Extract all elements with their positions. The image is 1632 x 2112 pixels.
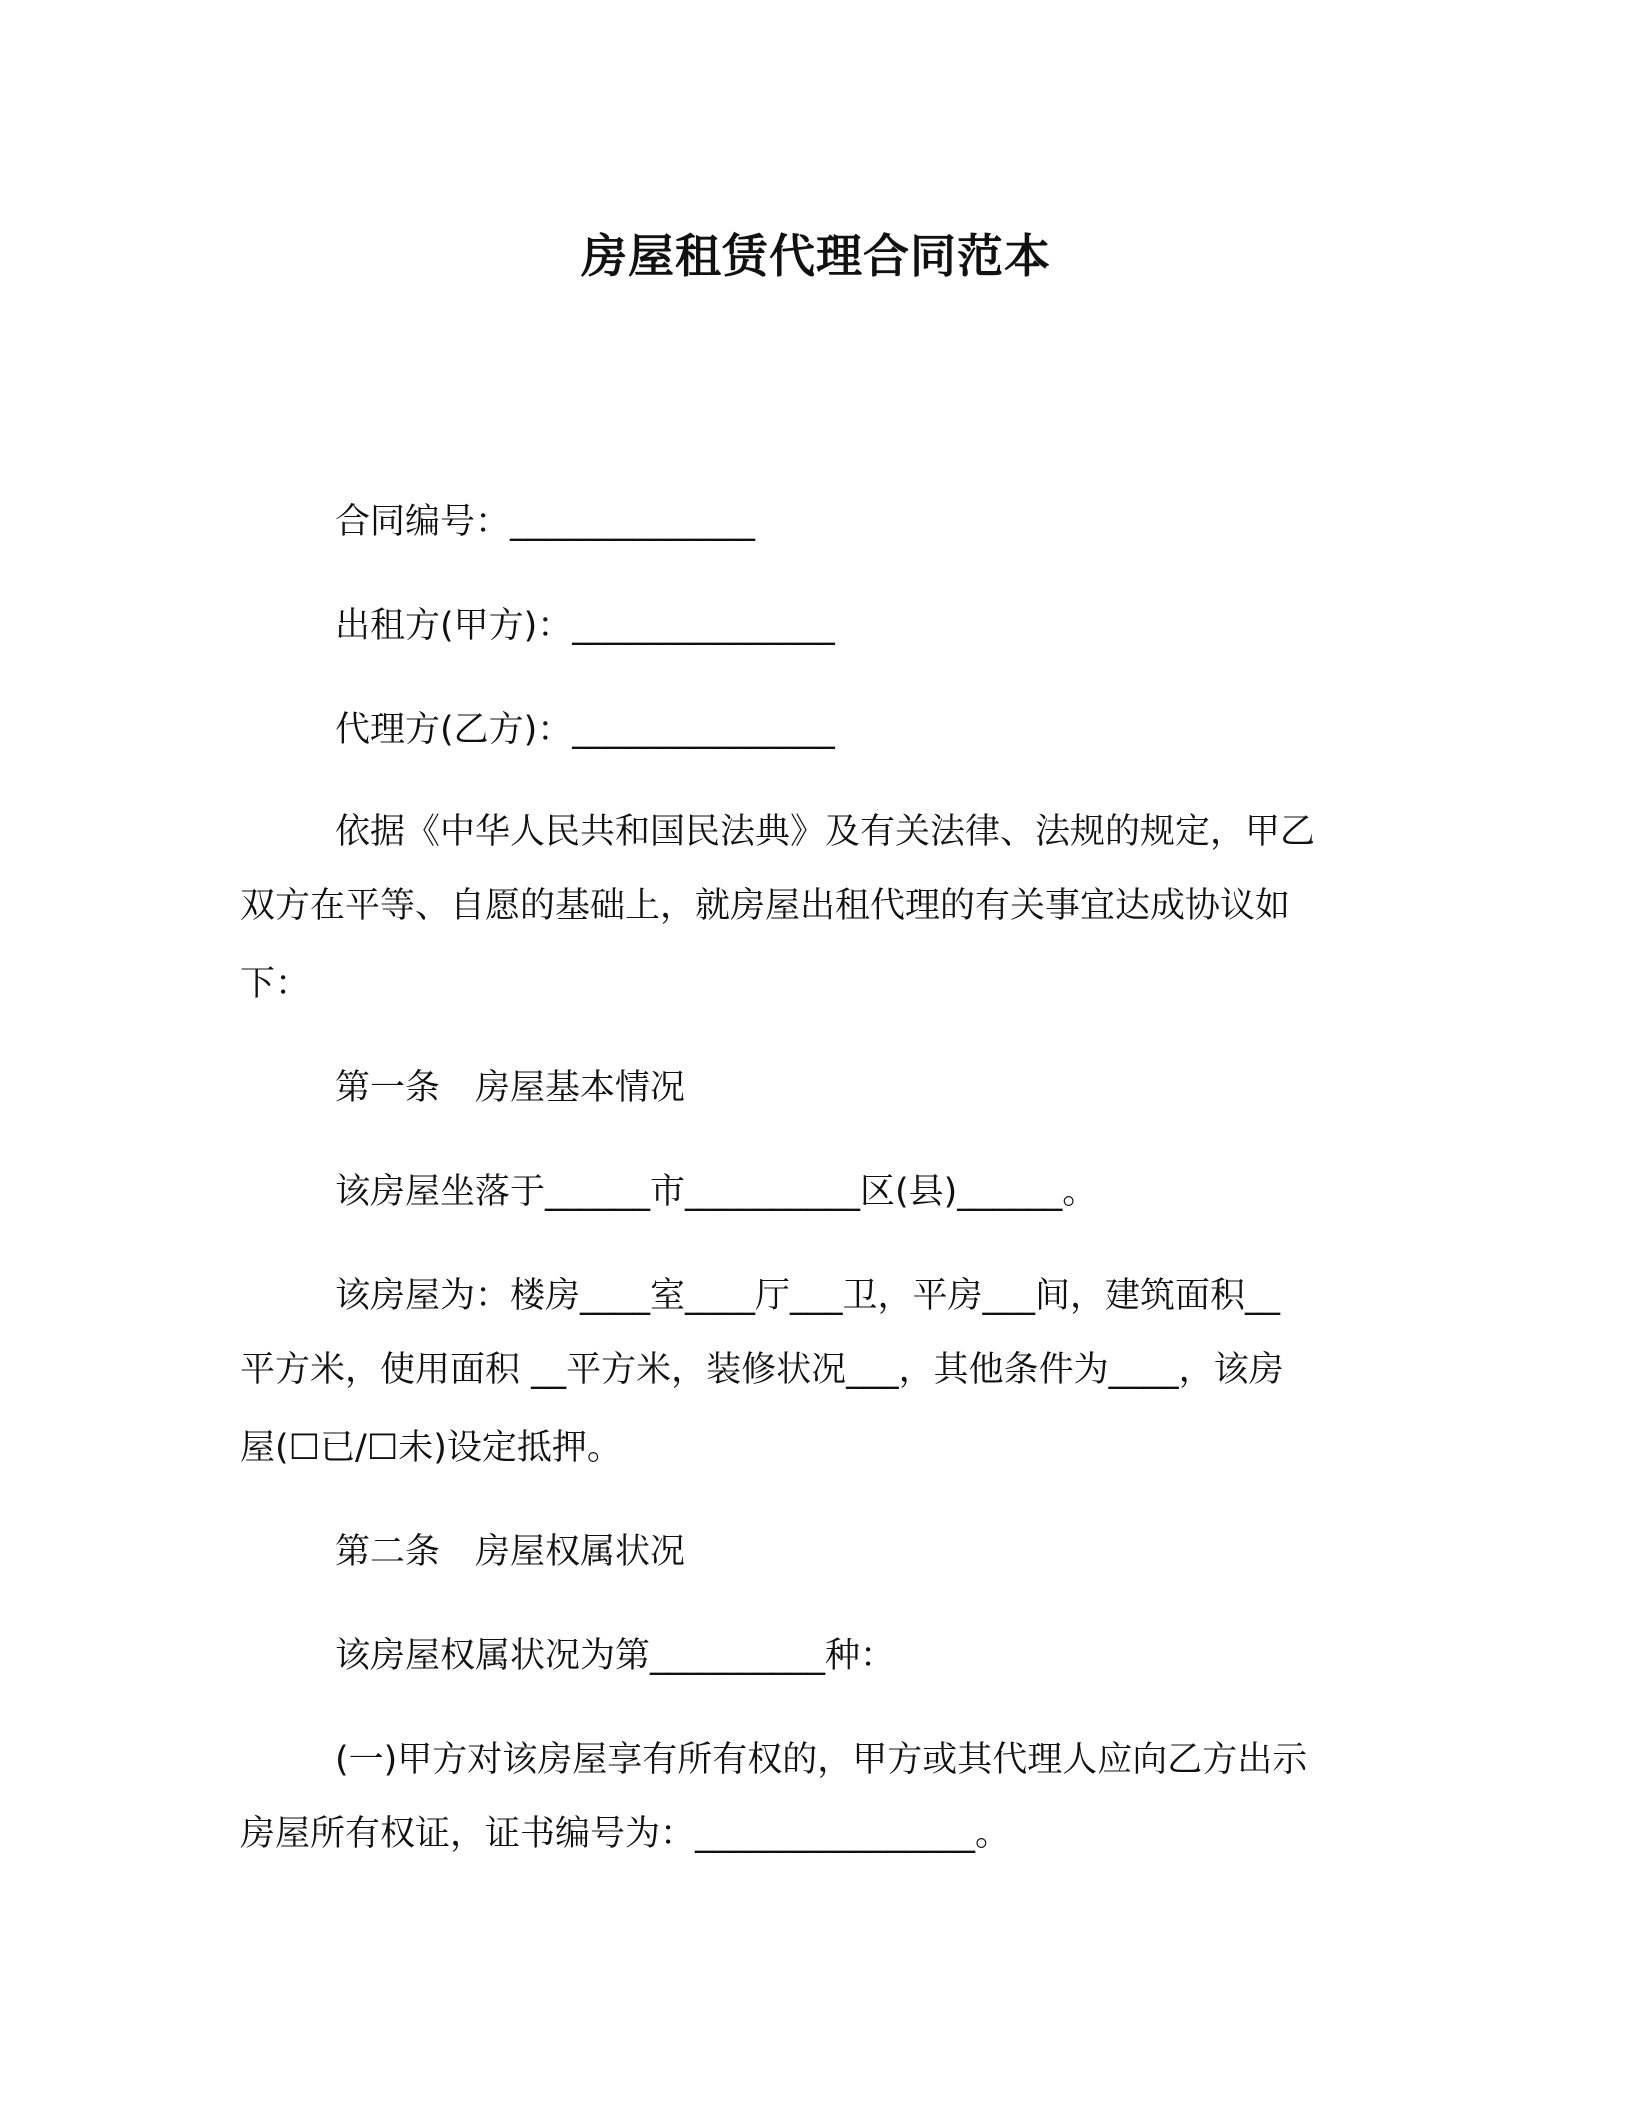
agent-line: 代理方(乙方)：_______________	[335, 710, 835, 750]
preamble-line-2: 双方在平等、自愿的基础上，就房屋出租代理的有关事宜达成协议如	[240, 886, 1291, 926]
property-detail-line-2: 平方米，使用面积 __平方米，装修状况___，其他条件为____，该房	[240, 1350, 1284, 1390]
preamble-line-3: 下：	[240, 964, 311, 1004]
property-location-line: 该房屋坐落于______市__________区(县)______。	[335, 1172, 1098, 1212]
lessor-line: 出租方(甲方)：_______________	[335, 606, 835, 646]
article-2-heading: 第二条 房屋权属状况	[335, 1532, 686, 1572]
ownership-clause-line-1: (一)甲方对该房屋享有所有权的，甲方或其代理人应向乙方出示	[335, 1740, 1308, 1780]
ownership-type-line: 该房屋权属状况为第__________种：	[335, 1636, 896, 1676]
preamble-line-1: 依据《中华人民共和国民法典》及有关法律、法规的规定，甲乙	[335, 812, 1316, 852]
article-1-heading: 第一条 房屋基本情况	[335, 1068, 686, 1108]
property-detail-line-3: 屋(☐已/☐未)设定抵押。	[240, 1428, 622, 1468]
ownership-clause-line-2: 房屋所有权证，证书编号为：________________。	[240, 1814, 1011, 1854]
document-title: 房屋租赁代理合同范本	[581, 229, 1051, 283]
property-detail-line-1: 该房屋为：楼房____室____厅___卫，平房___间，建筑面积__	[335, 1276, 1281, 1316]
contract-number-line: 合同编号：______________	[335, 502, 756, 542]
